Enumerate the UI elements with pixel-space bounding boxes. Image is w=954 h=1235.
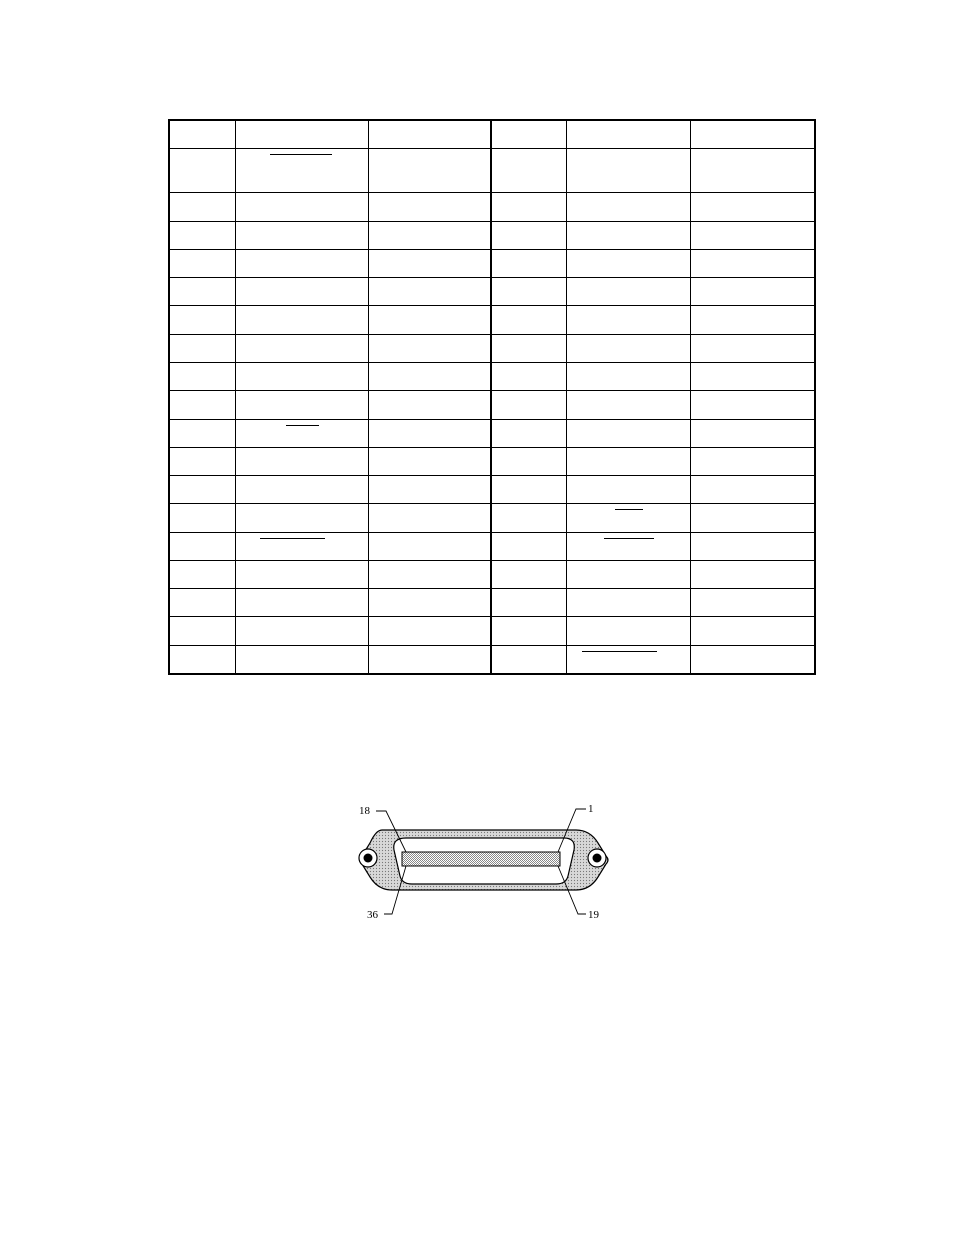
table-row (169, 149, 815, 193)
cell-right-direction (690, 447, 815, 475)
signal-active-low-overline (604, 538, 654, 539)
pin-label-18: 18 (359, 805, 370, 817)
cell-left-direction (368, 419, 491, 447)
cell-left-pin (169, 249, 235, 277)
header-pin-right (491, 120, 566, 149)
cell-left-pin (169, 447, 235, 475)
cell-left-pin (169, 334, 235, 362)
cell-left-direction (368, 249, 491, 277)
cell-left-direction (368, 306, 491, 334)
cell-right-direction (690, 149, 815, 193)
cell-left-signal (235, 560, 368, 588)
cell-right-signal (566, 221, 690, 249)
cell-left-direction (368, 363, 491, 391)
table-row (169, 447, 815, 475)
cell-left-signal (235, 306, 368, 334)
cell-left-pin (169, 149, 235, 193)
cell-right-pin (491, 221, 566, 249)
cell-left-direction (368, 476, 491, 504)
cell-right-direction (690, 504, 815, 532)
cell-right-signal (566, 419, 690, 447)
cell-left-direction (368, 645, 491, 674)
cell-left-pin (169, 645, 235, 674)
cell-left-signal (235, 504, 368, 532)
cell-left-signal (235, 221, 368, 249)
cell-left-direction (368, 391, 491, 419)
cell-right-direction (690, 193, 815, 221)
cell-left-direction (368, 560, 491, 588)
left-mounting-screw-icon (359, 849, 377, 867)
table-header-row (169, 120, 815, 149)
cell-left-signal (235, 589, 368, 617)
centronics-connector-diagram (354, 798, 614, 928)
cell-left-direction (368, 149, 491, 193)
table-row (169, 560, 815, 588)
cell-left-pin (169, 504, 235, 532)
cell-right-signal (566, 149, 690, 193)
cell-left-direction (368, 334, 491, 362)
pin-label-1: 1 (588, 803, 594, 815)
cell-right-signal (566, 306, 690, 334)
cell-left-pin (169, 532, 235, 560)
cell-left-pin (169, 278, 235, 306)
signal-active-low-overline (615, 509, 643, 510)
cell-right-direction (690, 334, 815, 362)
cell-right-signal (566, 560, 690, 588)
cell-right-pin (491, 149, 566, 193)
table-row (169, 476, 815, 504)
cell-left-pin (169, 391, 235, 419)
cell-right-signal (566, 391, 690, 419)
cell-right-signal (566, 447, 690, 475)
cell-left-direction (368, 617, 491, 645)
cell-left-direction (368, 221, 491, 249)
cell-right-pin (491, 447, 566, 475)
cell-right-direction (690, 391, 815, 419)
signal-active-low-overline (270, 154, 332, 155)
table-row (169, 249, 815, 277)
cell-left-signal (235, 149, 368, 193)
pin-label-36: 36 (367, 909, 378, 921)
cell-left-pin (169, 560, 235, 588)
cell-left-pin (169, 193, 235, 221)
cell-right-signal (566, 278, 690, 306)
cell-right-signal (566, 193, 690, 221)
cell-right-direction (690, 363, 815, 391)
cell-right-signal (566, 363, 690, 391)
cell-left-signal (235, 334, 368, 362)
cell-right-pin (491, 278, 566, 306)
cell-right-pin (491, 334, 566, 362)
cell-left-direction (368, 532, 491, 560)
cell-right-pin (491, 532, 566, 560)
cell-right-pin (491, 193, 566, 221)
cell-left-direction (368, 589, 491, 617)
cell-left-signal (235, 532, 368, 560)
cell-right-pin (491, 391, 566, 419)
cell-left-pin (169, 221, 235, 249)
table-row (169, 645, 815, 674)
cell-right-signal (566, 589, 690, 617)
cell-right-pin (491, 363, 566, 391)
cell-right-direction (690, 249, 815, 277)
table-row (169, 363, 815, 391)
cell-right-direction (690, 645, 815, 674)
cell-left-pin (169, 476, 235, 504)
header-signal-left (235, 120, 368, 149)
cell-left-pin (169, 589, 235, 617)
table-row (169, 391, 815, 419)
cell-right-pin (491, 589, 566, 617)
cell-left-direction (368, 447, 491, 475)
table-row (169, 278, 815, 306)
table-row (169, 334, 815, 362)
cell-right-direction (690, 617, 815, 645)
cell-left-signal (235, 617, 368, 645)
cell-right-signal (566, 617, 690, 645)
cell-left-signal (235, 193, 368, 221)
cell-right-direction (690, 278, 815, 306)
signal-active-low-overline (260, 538, 325, 539)
cell-left-pin (169, 363, 235, 391)
signal-active-low-overline (582, 651, 657, 652)
header-direction-left (368, 120, 491, 149)
cell-right-direction (690, 419, 815, 447)
header-pin-left (169, 120, 235, 149)
pin-label-19: 19 (588, 909, 599, 921)
cell-left-pin (169, 306, 235, 334)
cell-right-direction (690, 221, 815, 249)
cell-right-signal (566, 532, 690, 560)
header-direction-right (690, 120, 815, 149)
cell-right-direction (690, 532, 815, 560)
signal-active-low-overline (286, 425, 319, 426)
cell-right-pin (491, 504, 566, 532)
table-row (169, 532, 815, 560)
cell-right-direction (690, 306, 815, 334)
cell-right-signal (566, 645, 690, 674)
cell-right-pin (491, 617, 566, 645)
cell-left-signal (235, 278, 368, 306)
table-row (169, 193, 815, 221)
cell-left-direction (368, 278, 491, 306)
cell-right-signal (566, 334, 690, 362)
cell-right-pin (491, 419, 566, 447)
contact-strip (402, 852, 560, 866)
cell-left-signal (235, 419, 368, 447)
table-row (169, 419, 815, 447)
cell-right-signal (566, 476, 690, 504)
cell-right-pin (491, 249, 566, 277)
cell-left-direction (368, 193, 491, 221)
cell-left-pin (169, 419, 235, 447)
table-row (169, 504, 815, 532)
cell-right-signal (566, 249, 690, 277)
cell-left-signal (235, 645, 368, 674)
right-mounting-screw-icon (588, 849, 606, 867)
cell-right-pin (491, 476, 566, 504)
cell-left-signal (235, 249, 368, 277)
cell-left-signal (235, 363, 368, 391)
table-row (169, 221, 815, 249)
cell-left-direction (368, 504, 491, 532)
cell-left-signal (235, 476, 368, 504)
cell-right-direction (690, 560, 815, 588)
table-body (169, 149, 815, 675)
cell-right-pin (491, 645, 566, 674)
cell-right-pin (491, 560, 566, 588)
header-signal-right (566, 120, 690, 149)
cell-right-direction (690, 589, 815, 617)
table-row (169, 306, 815, 334)
cell-right-pin (491, 306, 566, 334)
table-row (169, 589, 815, 617)
cell-left-signal (235, 447, 368, 475)
cell-right-direction (690, 476, 815, 504)
cell-right-signal (566, 504, 690, 532)
table-row (169, 617, 815, 645)
pin-assignment-table (168, 119, 816, 675)
cell-left-signal (235, 391, 368, 419)
cell-left-pin (169, 617, 235, 645)
